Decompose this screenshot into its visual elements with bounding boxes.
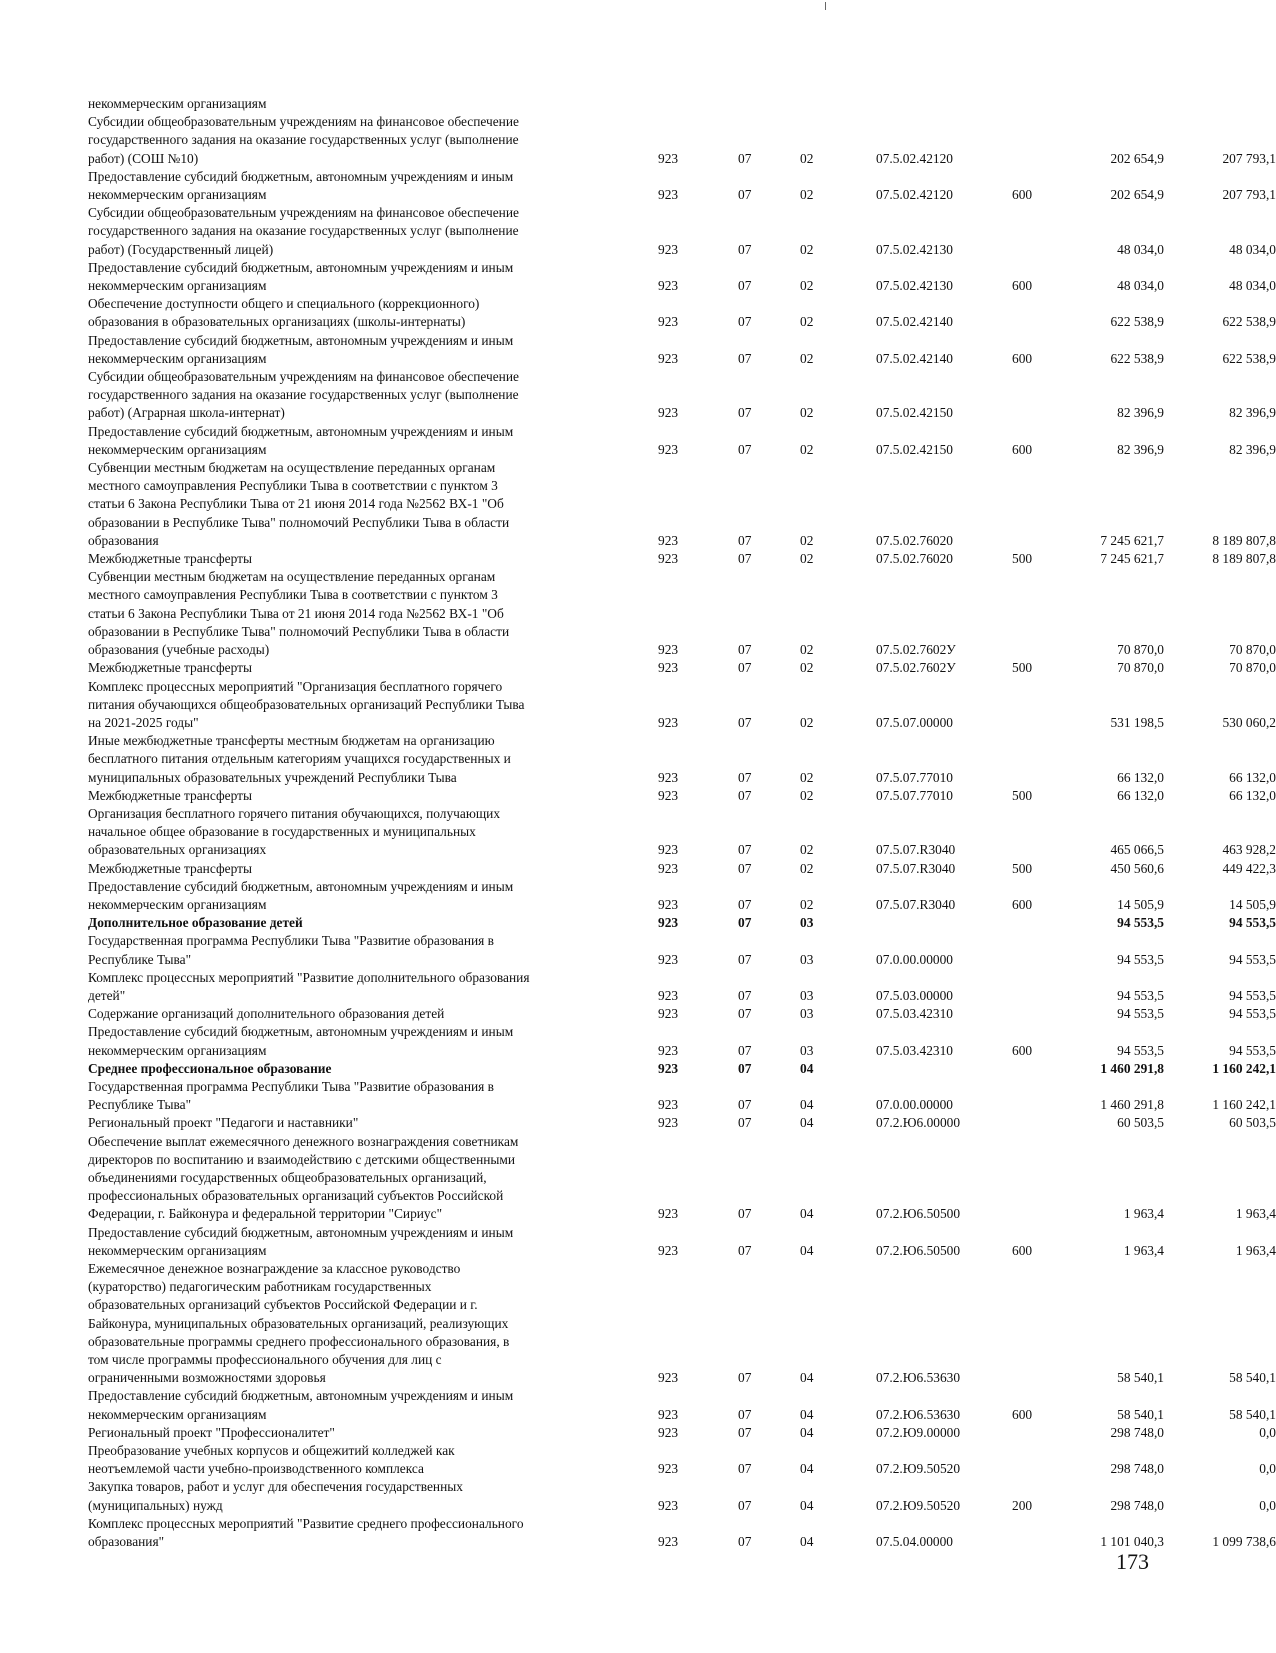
row-sum-2: 530 060,2 (1222, 714, 1276, 730)
row-podrazdel: 03 (800, 1042, 814, 1058)
scan-mark (825, 2, 826, 10)
row-target-article: 07.5.07.R3040 (876, 842, 956, 858)
row-name: Дополнительное образование детей (88, 915, 303, 931)
row-glava: 923 (658, 842, 679, 858)
row-razdel: 07 (738, 769, 752, 785)
row-sum-2: 1 099 738,6 (1212, 1534, 1276, 1550)
row-podrazdel: 02 (800, 642, 814, 658)
row-target-article: 07.5.03.42310 (876, 1042, 953, 1058)
row-razdel: 07 (738, 787, 752, 803)
table-row (88, 1133, 1276, 1224)
row-podrazdel: 03 (800, 951, 814, 967)
row-razdel: 07 (738, 951, 752, 967)
table-row (88, 787, 1276, 805)
row-razdel: 07 (738, 842, 752, 858)
row-target-article: 07.2.Ю6.53630 (876, 1370, 961, 1386)
row-glava: 923 (658, 987, 679, 1003)
row-sum-1: 202 654,9 (1110, 150, 1164, 166)
table-row (88, 1078, 1276, 1114)
row-target-article: 07.5.07.77010 (876, 787, 953, 803)
row-podrazdel: 02 (800, 441, 814, 457)
row-podrazdel: 02 (800, 769, 814, 785)
row-sum-2: 14 505,9 (1229, 896, 1276, 912)
row-name: Предоставление субсидий бюджетным, автономным учреждениям и иным некоммерческим организациям (88, 332, 514, 366)
row-sum-1: 70 870,0 (1117, 642, 1164, 658)
row-name: Предоставление субсидий бюджетным, автономным учреждениям и иным некоммерческим организациям (88, 1024, 514, 1058)
row-podrazdel: 02 (800, 314, 814, 330)
row-razdel: 07 (738, 405, 752, 421)
row-podrazdel: 02 (800, 860, 814, 876)
row-razdel: 07 (738, 860, 752, 876)
row-name: Межбюджетные трансферты (88, 660, 252, 676)
row-name: Обеспечение выплат ежемесячного денежного вознаграждения советникам директоров по воспитанию и взаимодействию с детскими общественными объединениями государственных общеобразовательных организаций, профессиональных образовательных организаций субъектов Российской Федерации, г. Байконура и федеральной территории "Сириус" (88, 1133, 519, 1222)
row-sum-2: 66 132,0 (1229, 769, 1276, 785)
row-razdel: 07 (738, 1461, 752, 1477)
row-sum-2: 622 538,9 (1222, 314, 1276, 330)
row-glava: 923 (658, 241, 679, 257)
row-podrazdel: 04 (800, 1242, 814, 1258)
row-target-article: 07.2.Ю6.53630 (876, 1406, 961, 1422)
row-expense-type: 600 (1012, 278, 1033, 294)
row-razdel: 07 (738, 241, 752, 257)
row-podrazdel: 02 (800, 278, 814, 294)
row-sum-2: 70 870,0 (1229, 660, 1276, 676)
row-target-article: 07.5.02.42150 (876, 405, 953, 421)
row-target-article: 07.5.07.00000 (876, 714, 953, 730)
row-razdel: 07 (738, 896, 752, 912)
row-sum-1: 465 066,5 (1110, 842, 1164, 858)
row-sum-1: 450 560,6 (1110, 860, 1164, 876)
row-expense-type: 600 (1012, 187, 1033, 203)
page-number: 173 (1116, 1549, 1149, 1574)
row-sum-1: 622 538,9 (1110, 314, 1164, 330)
row-name: Региональный проект "Профессионалитет" (88, 1424, 335, 1440)
table-row (88, 659, 1276, 677)
table-row (88, 860, 1276, 878)
row-sum-1: 60 503,5 (1117, 1115, 1164, 1131)
row-sum-1: 94 553,5 (1117, 987, 1164, 1003)
row-razdel: 07 (738, 1242, 752, 1258)
row-sum-1: 1 963,4 (1123, 1242, 1164, 1258)
row-sum-1: 58 540,1 (1117, 1370, 1164, 1386)
table-row (88, 204, 1276, 259)
row-razdel: 07 (738, 1006, 752, 1022)
row-sum-1: 94 553,5 (1117, 1006, 1164, 1022)
table-row (88, 1478, 1276, 1514)
row-name: Содержание организаций дополнительного образования детей (88, 1006, 445, 1022)
row-name: Субсидии общеобразовательным учреждениям на финансовое обеспечение государственного задания на оказание государственных услуг (выполнение работ) (Аграрная школа-интернат) (88, 369, 519, 421)
row-sum-1: 82 396,9 (1117, 441, 1164, 457)
table-row (88, 1060, 1276, 1078)
row-sum-1: 7 245 621,7 (1100, 551, 1164, 567)
row-name: Комплекс процессных мероприятий "Организация бесплатного горячего питания обучающихся общеобразовательных организаций Республики Тыва на 2021-2025 годы" (88, 678, 525, 730)
row-glava: 923 (658, 1497, 679, 1513)
row-podrazdel: 02 (800, 714, 814, 730)
row-target-article: 07.5.07.R3040 (876, 896, 956, 912)
row-name: Межбюджетные трансферты (88, 860, 252, 876)
row-name: Предоставление субсидий бюджетным, автономным учреждениям и иным некоммерческим организациям (88, 168, 514, 203)
row-sum-2: 207 793,1 (1222, 150, 1276, 166)
row-podrazdel: 02 (800, 660, 814, 676)
row-sum-1: 1 460 291,8 (1100, 1097, 1164, 1113)
row-expense-type: 200 (1012, 1497, 1033, 1513)
table-row (88, 1023, 1276, 1059)
row-name: Преобразование учебных корпусов и общежитий колледжей как неотъемлемой части учебно-производственного комплекса (88, 1443, 455, 1477)
row-name: Субвенции местным бюджетам на осуществление переданных органам местного самоуправления Республики Тыва в соответствии с пунктом 3 статьи 6 Закона Республики Тыва от 21 июня 2014 года №2562 ВХ-1 "Об образовании в Республике Тыва" полномочий Республики Тыва в области образования (учебные расходы) (88, 569, 510, 658)
row-podrazdel: 02 (800, 241, 814, 257)
table-row (88, 568, 1276, 659)
table-row (88, 1424, 1276, 1442)
row-podrazdel: 02 (800, 350, 814, 366)
row-razdel: 07 (738, 1115, 752, 1131)
row-razdel: 07 (738, 350, 752, 366)
row-sum-2: 1 160 242,1 (1212, 1060, 1276, 1076)
row-name: Предоставление субсидий бюджетным, автономным учреждениям и иным некоммерческим организациям (88, 259, 514, 294)
row-target-article: 07.0.00.00000 (876, 1097, 953, 1113)
row-razdel: 07 (738, 1424, 752, 1440)
row-name: Закупка товаров, работ и услуг для обеспечения государственных (муниципальных) нужд (88, 1479, 463, 1513)
row-podrazdel: 03 (800, 987, 814, 1003)
row-podrazdel: 04 (800, 1206, 814, 1222)
row-target-article: 07.5.03.00000 (876, 987, 953, 1003)
row-razdel: 07 (738, 1060, 752, 1076)
row-podrazdel: 02 (800, 405, 814, 421)
row-podrazdel: 04 (800, 1497, 814, 1513)
row-expense-type: 600 (1012, 896, 1033, 912)
row-razdel: 07 (738, 987, 752, 1003)
table-row (88, 914, 1276, 932)
row-podrazdel: 04 (800, 1461, 814, 1477)
row-glava: 923 (658, 1115, 679, 1131)
row-target-article: 07.5.03.42310 (876, 1006, 953, 1022)
row-sum-2: 48 034,0 (1229, 241, 1276, 257)
row-razdel: 07 (738, 187, 752, 203)
row-name: Субвенции местным бюджетам на осуществление переданных органам местного самоуправления Республики Тыва в соответствии с пунктом 3 статьи 6 Закона Республики Тыва от 21 июня 2014 года №2562 ВХ-1 "Об образовании в Республике Тыва" полномочий Республики Тыва в области образования (88, 460, 510, 548)
row-sum-2: 94 553,5 (1229, 1006, 1276, 1022)
row-expense-type: 500 (1012, 860, 1033, 876)
table-row (88, 1005, 1276, 1023)
row-razdel: 07 (738, 1370, 752, 1386)
row-target-article: 07.2.Ю9.50520 (876, 1497, 961, 1513)
row-razdel: 07 (738, 314, 752, 330)
row-glava: 923 (658, 551, 679, 567)
row-name: Субсидии общеобразовательным учреждениям на финансовое обеспечение государственного задания на оказание государственных услуг (выполнение работ) (Государственный лицей) (88, 205, 519, 257)
row-target-article: 07.5.02.42140 (876, 350, 953, 366)
row-podrazdel: 02 (800, 551, 814, 567)
row-expense-type: 600 (1012, 350, 1033, 366)
table-row (88, 1515, 1276, 1551)
row-glava: 923 (658, 1097, 679, 1113)
row-sum-2: 0,0 (1259, 1497, 1276, 1513)
row-glava: 923 (658, 1242, 679, 1258)
row-sum-2: 1 963,4 (1235, 1206, 1276, 1222)
row-razdel: 07 (738, 551, 752, 567)
row-glava: 923 (658, 915, 679, 931)
row-name: некоммерческим организациям (88, 96, 267, 111)
row-sum-1: 94 553,5 (1117, 951, 1164, 967)
row-expense-type: 600 (1012, 1042, 1033, 1058)
row-glava: 923 (658, 1461, 679, 1477)
row-sum-2: 60 503,5 (1229, 1115, 1276, 1131)
row-sum-2: 82 396,9 (1229, 441, 1276, 457)
row-expense-type: 500 (1012, 551, 1033, 567)
row-sum-2: 58 540,1 (1229, 1370, 1276, 1386)
row-glava: 923 (658, 405, 679, 421)
row-sum-2: 70 870,0 (1229, 642, 1276, 658)
row-target-article: 07.5.02.76020 (876, 532, 953, 548)
row-sum-1: 298 748,0 (1110, 1424, 1164, 1440)
row-target-article: 07.5.02.42120 (876, 187, 953, 203)
row-name: Предоставление субсидий бюджетным, автономным учреждениям и иным некоммерческим организациям (88, 1388, 514, 1422)
row-podrazdel: 04 (800, 1406, 814, 1422)
row-sum-2: 48 034,0 (1229, 278, 1276, 294)
row-sum-1: 622 538,9 (1110, 350, 1164, 366)
row-sum-2: 622 538,9 (1222, 350, 1276, 366)
row-podrazdel: 04 (800, 1097, 814, 1113)
table-row (88, 95, 1200, 113)
row-sum-1: 531 198,5 (1110, 714, 1164, 730)
row-glava: 923 (658, 1206, 679, 1222)
row-target-article: 07.5.02.76020 (876, 551, 953, 567)
row-sum-1: 202 654,9 (1110, 187, 1164, 203)
row-expense-type: 600 (1012, 1406, 1033, 1422)
table-row (88, 259, 1276, 295)
row-sum-1: 94 553,5 (1117, 915, 1164, 931)
row-podrazdel: 02 (800, 150, 814, 166)
table-row (88, 1114, 1276, 1132)
table-row (88, 423, 1276, 459)
table-row (88, 295, 1276, 331)
row-sum-1: 48 034,0 (1117, 241, 1164, 257)
row-sum-2: 94 553,5 (1229, 987, 1276, 1003)
row-name: Государственная программа Республики Тыва "Развитие образования в Республике Тыва" (88, 1078, 494, 1113)
row-podrazdel: 04 (800, 1370, 814, 1386)
row-sum-1: 7 245 621,7 (1100, 532, 1164, 548)
row-glava: 923 (658, 787, 679, 803)
row-target-article: 07.5.02.7602У (876, 642, 956, 658)
table-row (88, 805, 1276, 860)
row-sum-2: 94 553,5 (1229, 1042, 1276, 1058)
table-row (88, 1442, 1276, 1478)
table-row (88, 459, 1276, 550)
row-target-article: 07.2.Ю6.50500 (876, 1206, 961, 1222)
row-name: Межбюджетные трансферты (88, 787, 252, 803)
row-glava: 923 (658, 1424, 679, 1440)
row-razdel: 07 (738, 1042, 752, 1058)
row-sum-1: 66 132,0 (1117, 787, 1164, 803)
row-glava: 923 (658, 187, 679, 203)
row-podrazdel: 04 (800, 1424, 814, 1440)
row-name: Субсидии общеобразовательным учреждениям на финансовое обеспечение государственного задания на оказание государственных услуг (выполнение работ) (СОШ №10) (88, 114, 519, 166)
table-row (88, 368, 1276, 423)
row-sum-1: 48 034,0 (1117, 278, 1164, 294)
row-target-article: 07.5.02.42140 (876, 314, 953, 330)
row-target-article: 07.5.04.00000 (876, 1534, 953, 1550)
row-name: Предоставление субсидий бюджетным, автономным учреждениям и иным некоммерческим организациям (88, 1224, 514, 1258)
row-glava: 923 (658, 314, 679, 330)
table-row (88, 550, 1276, 568)
row-sum-1: 82 396,9 (1117, 405, 1164, 421)
row-name: Ежемесячное денежное вознаграждение за классное руководство (кураторство) педагогическим работникам государственных образовательных организаций субъектов Российской Федерации и г. Байконура, муниципальных образовательных организаций, реализующих образовательные программы среднего профессионального образования, в том числе программы профессионального обучения для лиц с ограниченными возможностями здоровья (88, 1261, 510, 1386)
row-glava: 923 (658, 278, 679, 294)
row-razdel: 07 (738, 714, 752, 730)
row-sum-1: 1 101 040,3 (1100, 1534, 1164, 1550)
row-razdel: 07 (738, 1406, 752, 1422)
row-sum-2: 463 928,2 (1222, 842, 1276, 858)
row-sum-2: 0,0 (1259, 1461, 1276, 1477)
row-razdel: 07 (738, 1206, 752, 1222)
row-glava: 923 (658, 714, 679, 730)
row-podrazdel: 02 (800, 532, 814, 548)
row-name: Среднее профессиональное образование (88, 1060, 332, 1076)
table-row (88, 878, 1276, 914)
row-podrazdel: 04 (800, 1534, 814, 1550)
row-sum-1: 1 963,4 (1123, 1206, 1164, 1222)
row-name: Организация бесплатного горячего питания обучающихся, получающих начальное общее образование в государственных и муниципальных образовательных организациях (88, 805, 501, 858)
row-razdel: 07 (738, 150, 752, 166)
row-razdel: 07 (738, 642, 752, 658)
row-glava: 923 (658, 150, 679, 166)
row-glava: 923 (658, 951, 679, 967)
row-expense-type: 600 (1012, 441, 1033, 457)
row-sum-1: 1 460 291,8 (1100, 1060, 1164, 1076)
row-sum-2: 449 422,3 (1222, 860, 1276, 876)
row-sum-1: 94 553,5 (1117, 1042, 1164, 1058)
table-row (88, 1260, 1276, 1387)
row-sum-1: 14 505,9 (1117, 896, 1164, 912)
row-target-article: 07.5.07.77010 (876, 769, 953, 785)
row-expense-type: 500 (1012, 787, 1033, 803)
row-target-article: 07.5.07.R3040 (876, 860, 956, 876)
row-glava: 923 (658, 642, 679, 658)
row-sum-1: 298 748,0 (1110, 1497, 1164, 1513)
row-podrazdel: 02 (800, 842, 814, 858)
row-name: Предоставление субсидий бюджетным, автономным учреждениям и иным некоммерческим организациям (88, 423, 514, 457)
row-podrazdel: 02 (800, 187, 814, 203)
row-sum-1: 298 748,0 (1110, 1461, 1164, 1477)
row-sum-2: 0,0 (1259, 1424, 1276, 1440)
row-target-article: 07.5.02.42130 (876, 278, 953, 294)
row-glava: 923 (658, 769, 679, 785)
row-sum-2: 207 793,1 (1222, 187, 1276, 203)
row-glava: 923 (658, 896, 679, 912)
table-row (88, 1224, 1276, 1260)
row-podrazdel: 03 (800, 1006, 814, 1022)
row-glava: 923 (658, 1406, 679, 1422)
row-target-article: 07.5.02.42150 (876, 441, 953, 457)
row-sum-2: 66 132,0 (1229, 787, 1276, 803)
row-podrazdel: 03 (800, 915, 814, 931)
row-name: Комплекс процессных мероприятий "Развитие среднего профессионального образования" (88, 1515, 524, 1550)
table-row (88, 969, 1276, 1005)
row-sum-2: 1 963,4 (1235, 1242, 1276, 1258)
row-target-article: 07.2.Ю6.50500 (876, 1242, 961, 1258)
row-razdel: 07 (738, 1097, 752, 1113)
row-podrazdel: 02 (800, 787, 814, 803)
row-name: Иные межбюджетные трансферты местным бюджетам на организацию бесплатного питания отдельным категориям учащихся государственных и муниципальных образовательных учреждений Республики Тыва (88, 733, 511, 785)
table-row (88, 932, 1276, 968)
row-razdel: 07 (738, 278, 752, 294)
row-target-article: 07.0.00.00000 (876, 951, 953, 967)
row-sum-2: 94 553,5 (1229, 915, 1276, 931)
row-razdel: 07 (738, 915, 752, 931)
row-name: Государственная программа Республики Тыва "Развитие образования в Республике Тыва" (88, 933, 494, 967)
row-glava: 923 (658, 1370, 679, 1386)
row-glava: 923 (658, 1060, 679, 1076)
row-sum-2: 8 189 807,8 (1212, 551, 1276, 567)
row-expense-type: 600 (1012, 1242, 1033, 1258)
row-sum-2: 82 396,9 (1229, 405, 1276, 421)
row-target-article: 07.5.02.42130 (876, 241, 953, 257)
row-podrazdel: 04 (800, 1115, 814, 1131)
row-name: Комплекс процессных мероприятий "Развитие дополнительного образования детей" (88, 969, 530, 1003)
row-glava: 923 (658, 441, 679, 457)
table-row (88, 678, 1276, 733)
table-row (88, 113, 1276, 168)
row-glava: 923 (658, 1006, 679, 1022)
row-sum-2: 1 160 242,1 (1212, 1097, 1276, 1113)
row-target-article: 07.2.Ю9.00000 (876, 1424, 961, 1440)
table-row (88, 732, 1276, 787)
row-razdel: 07 (738, 1534, 752, 1550)
row-sum-1: 58 540,1 (1117, 1406, 1164, 1422)
table-row (88, 1387, 1276, 1423)
row-glava: 923 (658, 660, 679, 676)
row-target-article: 07.2.Ю9.50520 (876, 1461, 961, 1477)
row-glava: 923 (658, 350, 679, 366)
row-sum-2: 58 540,1 (1229, 1406, 1276, 1422)
row-razdel: 07 (738, 532, 752, 548)
row-sum-2: 94 553,5 (1229, 951, 1276, 967)
row-name: Региональный проект "Педагоги и наставники" (88, 1115, 359, 1131)
row-target-article: 07.5.02.42120 (876, 150, 953, 166)
budget-table (88, 95, 1276, 1551)
row-target-article: 07.2.Ю6.00000 (876, 1115, 961, 1131)
row-name: Предоставление субсидий бюджетным, автономным учреждениям и иным некоммерческим организациям (88, 878, 514, 912)
row-sum-2: 8 189 807,8 (1212, 532, 1276, 548)
table-row (88, 168, 1276, 204)
row-glava: 923 (658, 1042, 679, 1058)
table-row (88, 332, 1276, 368)
row-glava: 923 (658, 1534, 679, 1550)
row-podrazdel: 04 (800, 1060, 814, 1076)
row-expense-type: 500 (1012, 660, 1033, 676)
row-razdel: 07 (738, 1497, 752, 1513)
row-name: Межбюджетные трансферты (88, 551, 252, 567)
row-sum-1: 70 870,0 (1117, 660, 1164, 676)
row-glava: 923 (658, 532, 679, 548)
row-razdel: 07 (738, 441, 752, 457)
row-sum-1: 66 132,0 (1117, 769, 1164, 785)
row-target-article: 07.5.02.7602У (876, 660, 956, 676)
row-glava: 923 (658, 860, 679, 876)
row-name: Обеспечение доступности общего и специального (коррекционного) образования в образовательных организациях (школы-интернаты) (88, 296, 480, 330)
row-podrazdel: 02 (800, 896, 814, 912)
row-razdel: 07 (738, 660, 752, 676)
